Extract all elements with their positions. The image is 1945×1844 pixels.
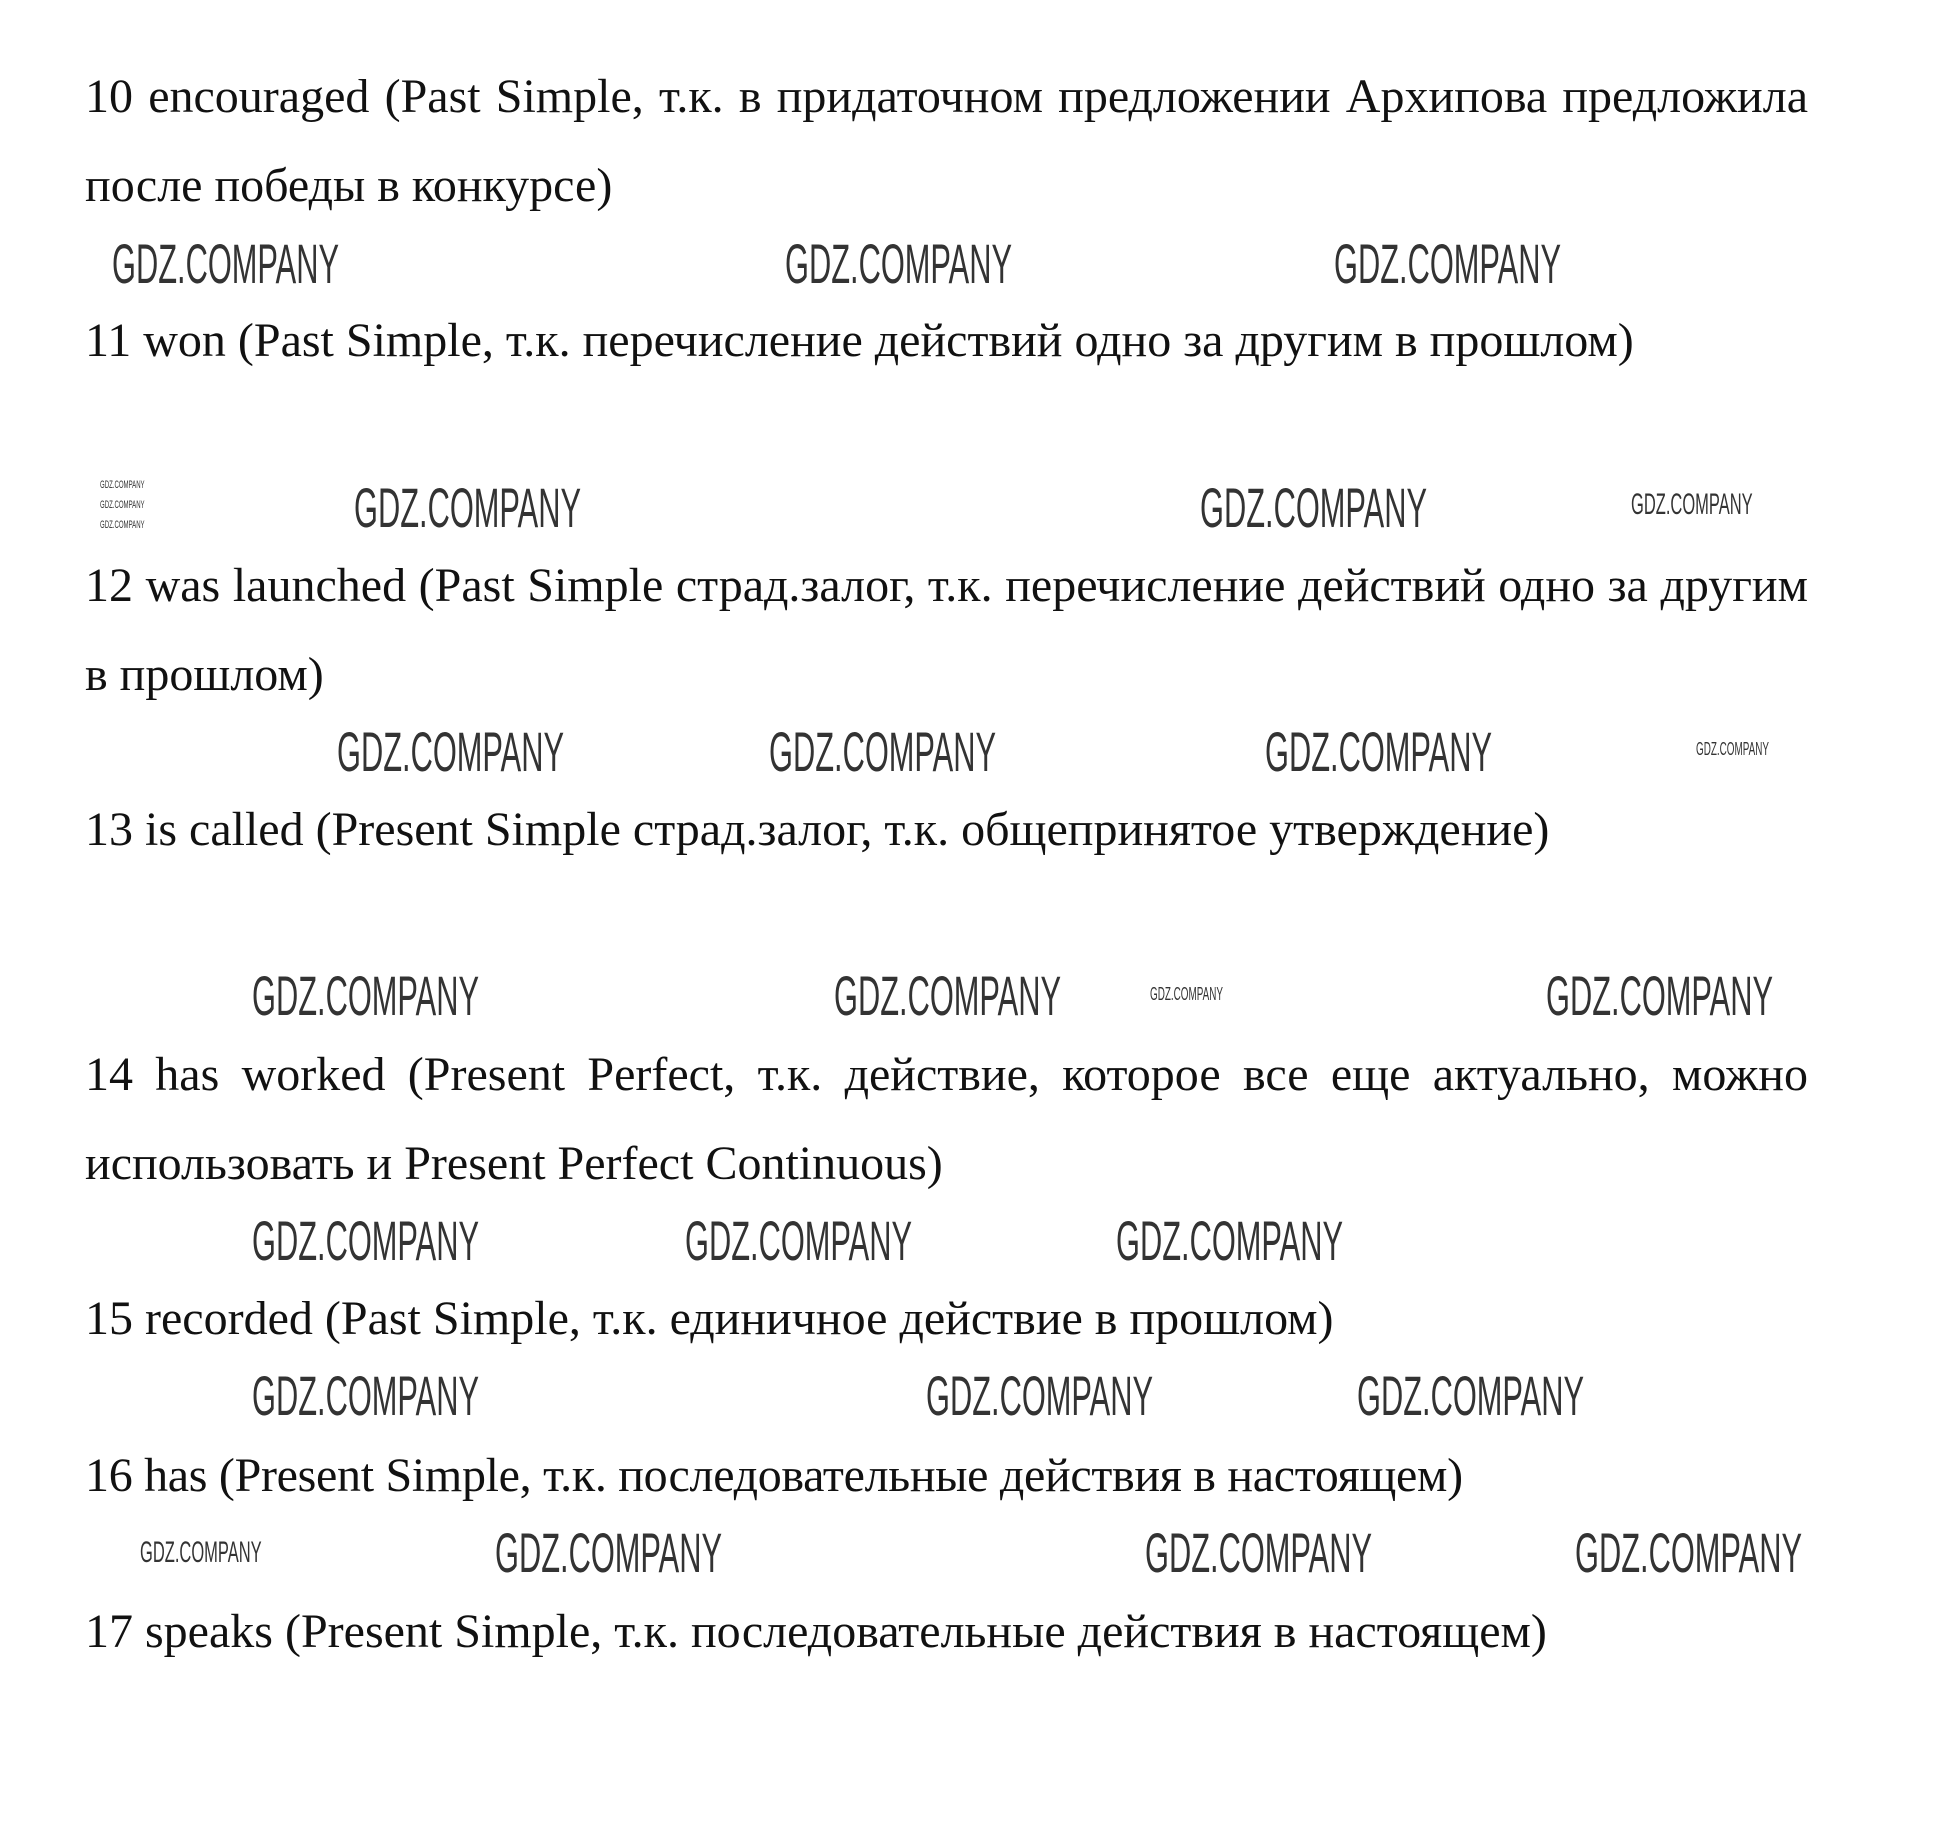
watermark: GDZ.COMPANY (785, 232, 1013, 295)
watermark: GDZ.COMPANY (1200, 476, 1428, 539)
watermark: GDZ.COMPANY (926, 1364, 1154, 1427)
answer-16: 16 has (Present Simple, т.к. последовательные действия в настоящем) (85, 1449, 1463, 1502)
watermark: GDZ.COMPANY (112, 232, 340, 295)
answer-17: 17 speaks (Present Simple, т.к. последовательные действия в настоящем) (85, 1605, 1547, 1658)
watermark: GDZ.COMPANY (1696, 739, 1769, 759)
watermark: GDZ.COMPANY (1546, 964, 1774, 1027)
answer-14: 14 has worked (Present Perfect, т.к. действие, которое все еще актуально, можно использовать и Present Perfect Continuous) (85, 1048, 1808, 1190)
watermark: GDZ.COMPANY (685, 1209, 913, 1272)
answer-15: 15 recorded (Past Simple, т.к. единичное действие в прошлом) (85, 1292, 1334, 1345)
watermark: GDZ.COMPANY (1334, 232, 1562, 295)
watermark: GDZ.COMPANY (1575, 1521, 1803, 1584)
watermark: GDZ.COMPANY (1116, 1209, 1344, 1272)
watermark: GDZ.COMPANY (100, 499, 145, 511)
watermark: GDZ.COMPANY (769, 720, 997, 783)
watermark: GDZ.COMPANY (1145, 1521, 1373, 1584)
watermark: GDZ.COMPANY (252, 964, 480, 1027)
answer-11: 11 won (Past Simple, т.к. перечисление действий одно за другим в прошлом) (85, 314, 1634, 367)
watermark: GDZ.COMPANY (495, 1521, 723, 1584)
watermark: GDZ.COMPANY (252, 1364, 480, 1427)
watermark: GDZ.COMPANY (252, 1209, 480, 1272)
watermark: GDZ.COMPANY (337, 720, 565, 783)
watermark: GDZ.COMPANY (140, 1536, 262, 1569)
watermark: GDZ.COMPANY (100, 479, 145, 491)
watermark: GDZ.COMPANY (354, 476, 582, 539)
watermark: GDZ.COMPANY (1357, 1364, 1585, 1427)
watermark: GDZ.COMPANY (1265, 720, 1493, 783)
watermark: GDZ.COMPANY (1631, 488, 1753, 521)
answer-10: 10 encouraged (Past Simple, т.к. в придаточном предложении Архипова предложила после победы в конкурсе) (85, 70, 1808, 212)
answer-12: 12 was launched (Past Simple страд.залог, т.к. перечисление действий одно за другим в прошлом) (85, 559, 1808, 701)
watermark: GDZ.COMPANY (834, 964, 1062, 1027)
watermark: GDZ.COMPANY (1150, 984, 1223, 1004)
watermark: GDZ.COMPANY (100, 519, 145, 531)
answer-13: 13 is called (Present Simple страд.залог, т.к. общепринятое утверждение) (85, 803, 1550, 856)
